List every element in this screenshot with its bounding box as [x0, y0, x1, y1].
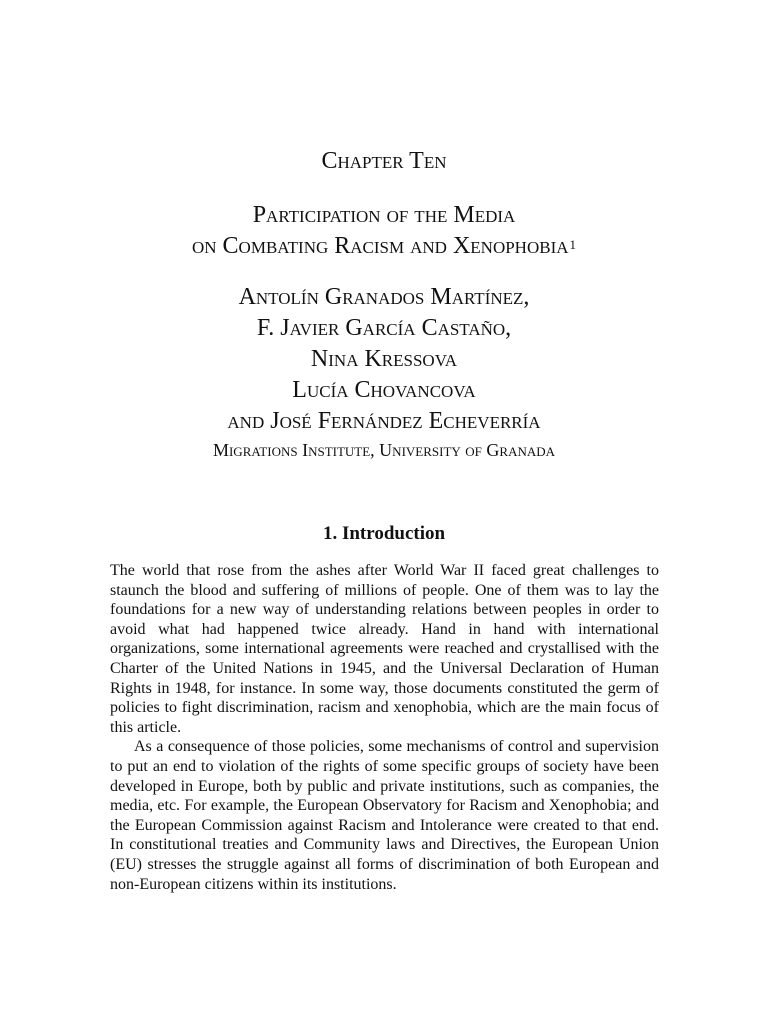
body-paragraph: The world that rose from the ashes after World War II faced great challenges to staunch the blood and suffering of millions of people. One of them was to lay the foundations for a new way of understanding relations between peoples in order to avoid what had happened twice already. Hand in hand with international organizations, some international agreements were reached and crystallised with the Charter of the United Nations in 1945, and the Universal Declaration of Human Rights in 1948, for instance. In some way, those documents constituted the germ of policies to fight discrimination, racism and xenophobia, which are the main focus of this article.	[110, 562, 659, 736]
chapter-title-line-1: Participation of the Media	[252, 202, 516, 228]
author-affiliation: Migrations Institute, University of Granada	[212, 440, 556, 460]
author-list	[0, 282, 768, 437]
author-line: Lucía Chovancova	[292, 377, 476, 403]
body-paragraph: As a consequence of those policies, some mechanisms of control and supervision to put an end to violation of the rights of some specific groups of society have been developed in Europe, both by public and private institutions, such as companies, the media, etc. For example, the European Observatory for Racism and Xenophobia; and the European Commission against Racism and Intolerance were created to that end. In constitutional treaties and Community laws and Directives, the European Union (EU) stresses the struggle against all forms of discrimination of both European and non-European citizens within its institutions.	[110, 738, 659, 893]
chapter-title-line-2-text: on Combating Racism and Xenophobia	[191, 233, 569, 259]
section-heading: 1. Introduction	[322, 523, 446, 544]
body-text	[110, 561, 659, 894]
author-line: Antolín Granados Martínez,	[238, 284, 530, 310]
author-line: and José Fernández Echeverría	[227, 408, 541, 434]
footnote-marker: 1	[569, 237, 577, 252]
author-line: Nina Kressova	[310, 346, 458, 372]
chapter-heading: Chapter Ten	[321, 148, 447, 174]
author-line: F. Javier García Castaño,	[256, 315, 512, 341]
chapter-title-line-2	[0, 231, 768, 262]
chapter-title	[0, 200, 768, 262]
